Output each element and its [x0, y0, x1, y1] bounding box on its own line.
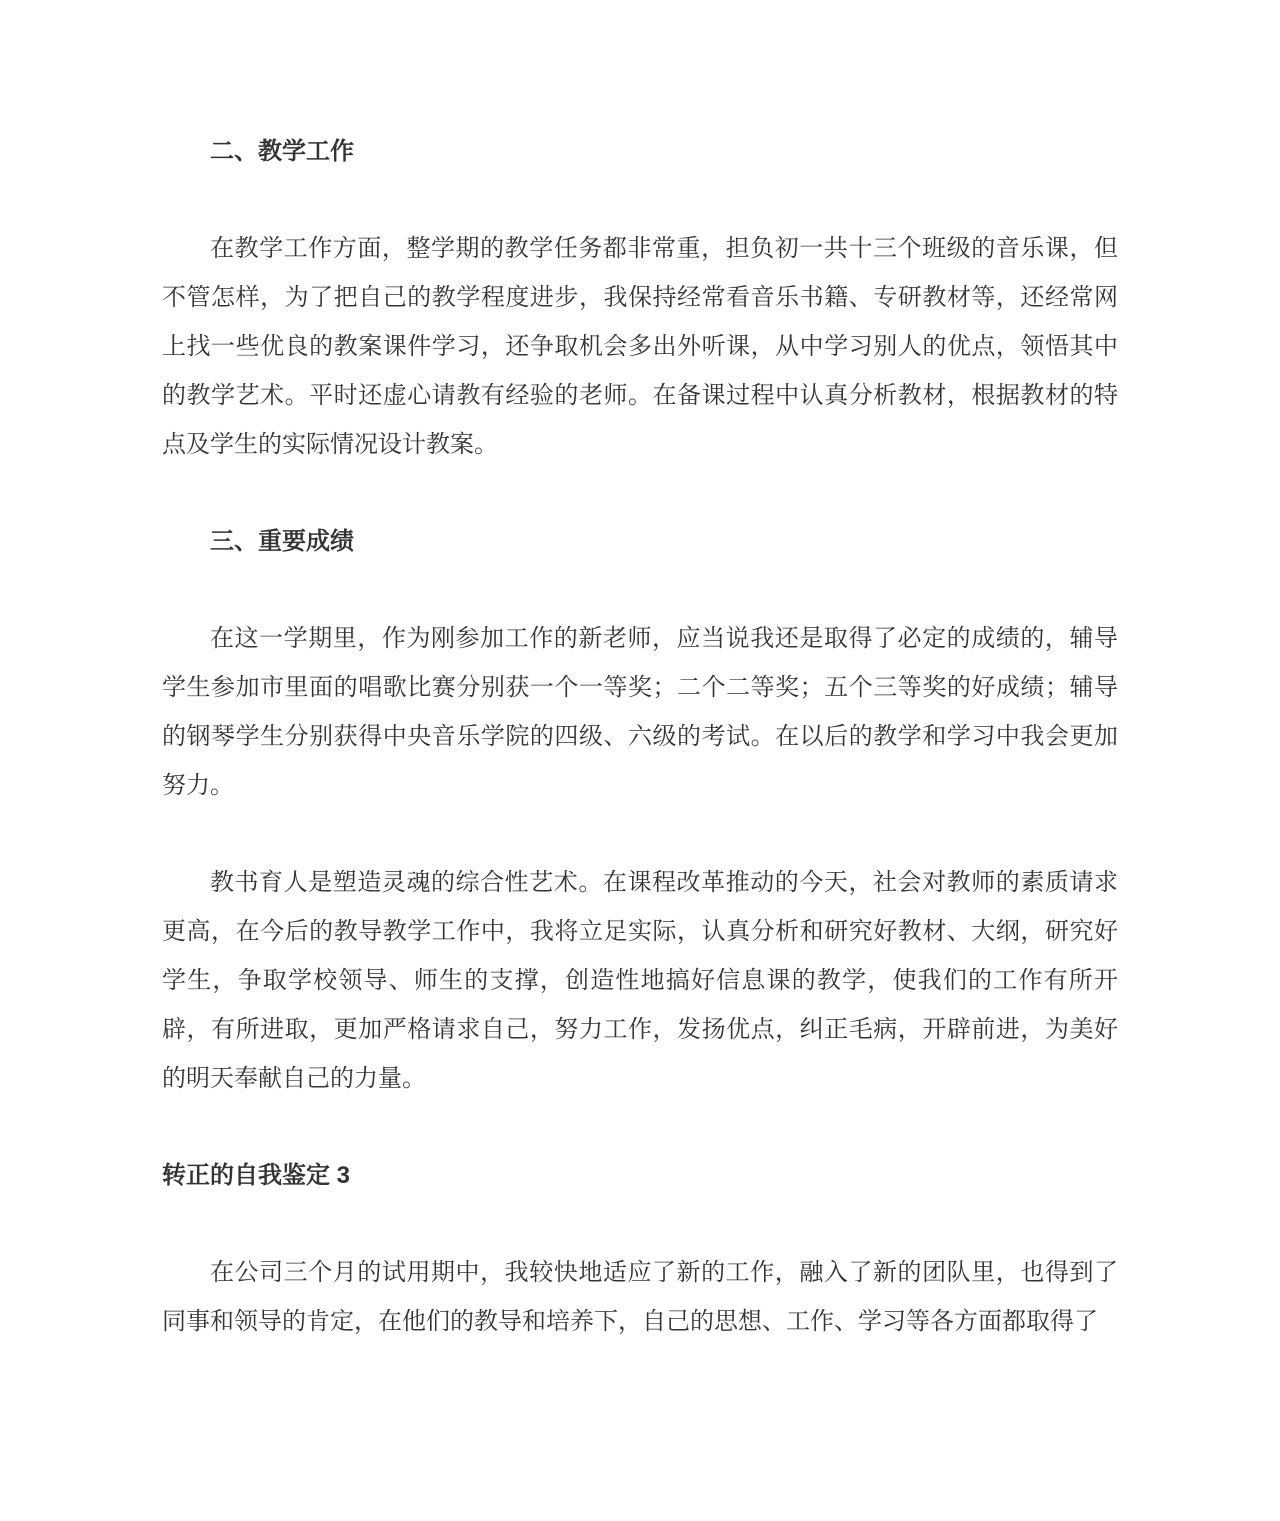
- paragraph: 在教学工作方面，整学期的教学任务都非常重，担负初一共十三个班级的音乐课，但不管怎样，为了把自己的教学程度进步，我保持经常看音乐书籍、专研教材等，还经常网上找一些优良的教案课件学习，还争取机会多出外听课，从中学习别人的优点，领悟其中的教学艺术。平时还虚心请教有经验的老师。在备课过程中认真分析教材，根据教材的特点及学生的实际情况设计教案。: [162, 235, 1118, 458]
- section-subtitle: 转正的自我鉴定 3: [162, 1162, 351, 1189]
- section-heading: 二、教学工作: [210, 138, 354, 165]
- paragraph: 在这一学期里，作为刚参加工作的新老师，应当说我还是取得了必定的成绩的，辅导学生参加市里面的唱歌比赛分别获一个一等奖；二个二等奖；五个三等奖的好成绩；辅导的钢琴学生分别获得中央音乐学院的四级、六级的考试。在以后的教学和学习中我会更加努力。: [162, 625, 1118, 799]
- paragraph: 教书育人是塑造灵魂的综合性艺术。在课程改革推动的今天，社会对教师的素质请求更高，在今后的教导教学工作中，我将立足实际，认真分析和研究好教材、大纲，研究好学生，争取学校领导、师生的支撑，创造性地搞好信息课的教学，使我们的工作有所开辟，有所进取，更加严格请求自己，努力工作，发扬优点，纠正毛病，开辟前进，为美好的明天奉献自己的力量。: [162, 869, 1118, 1092]
- document-body: [162, 0, 1118, 1346]
- section-heading: 三、重要成绩: [210, 528, 354, 555]
- paragraph: 在公司三个月的试用期中，我较快地适应了新的工作，融入了新的团队里，也得到了同事和领导的肯定，在他们的教导和培养下，自己的思想、工作、学习等各方面都取得了: [162, 1259, 1118, 1335]
